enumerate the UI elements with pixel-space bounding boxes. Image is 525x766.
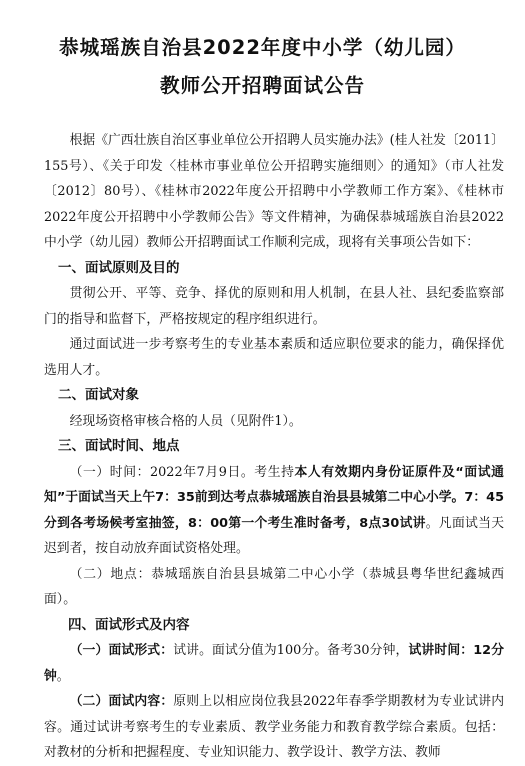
section-3-heading: 三、面试时间、地点 <box>58 438 180 454</box>
announcement-body <box>44 128 504 766</box>
time-text-c: 。凡面试当天迟到者，按自动放弃面试资格处理。 <box>44 515 504 556</box>
content-label: （二）面试内容： <box>69 694 174 709</box>
section-3-time-paragraph <box>44 460 504 562</box>
section-1-paragraph-1: 贯彻公开、平等、竞争、择优的原则和用人机制，在县人社、县纪委监察部门的指导和监督下，严格按规定的程序组织进行。 <box>44 286 504 327</box>
section-2-paragraph-1: 经现场资格审核合格的人员（见附件1）。 <box>69 413 302 429</box>
form-text: 试讲。面试分值为100分。备考30分钟， <box>173 643 409 658</box>
form-duration: 试讲时间：12分钟 <box>44 643 504 684</box>
intro-paragraph: 根据《广西壮族自治区事业单位公开招聘人员实施办法》(桂人社发〔2011〕155号）、《关于印发〈桂林市事业单位公开招聘实施细则〉的通知》（市人社发〔2012〕80号）、《桂林市2022年度公开招聘中小学教师工作方案》、《桂林市2022年度公开招聘中小学教师公告》等文件精神，为确保恭城瑶族自治县2022中小学（幼儿园）教师公开招聘面试工作顺利完成，现将有关事项公告如下： <box>44 133 504 250</box>
time-text-a: （一）时间：2022年7月9日。考生持 <box>69 464 295 480</box>
section-4-content-paragraph <box>44 689 504 766</box>
section-1-paragraph-2: 通过面试进一步考察考生的专业基本素质和适应职位要求的能力，确保择优选用人才。 <box>44 337 504 378</box>
title-line-1: 恭城瑶族自治县2022年度中小学（幼儿园） <box>59 36 466 59</box>
section-3-place-paragraph: （二）地点：恭城瑶族自治县县城第二中心小学（恭城县粤华世纪鑫城西面）。 <box>44 566 504 607</box>
section-1-heading: 一、面试原则及目的 <box>58 259 180 276</box>
section-2-heading: 二、面试对象 <box>58 387 139 403</box>
section-4-form-paragraph <box>44 638 504 689</box>
section-4-heading: 四、面试形式及内容 <box>68 616 190 633</box>
title-line-2: 教师公开招聘面试公告 <box>159 74 365 97</box>
form-end: 。 <box>56 668 70 684</box>
form-label: （一）面试形式： <box>69 643 174 658</box>
time-text-bold: 本人有效期内身份证原件及“面试通知”于面试当天上午7：35前到达考点恭城瑶族自治县县城第二中心小学。7：45分到各考场候考室抽签，8：00第一个考生准时备考，8点30试讲 <box>44 464 504 531</box>
content-text: 原则上以相应岗位我县2022年春季学期教材为专业试讲内容。通过试讲考察考生的专业素质、教学业务能力和教育教学综合素质。包括：对教材的分析和把握程度、专业知识能力、教学设计、教学方法、教师 <box>44 694 504 760</box>
